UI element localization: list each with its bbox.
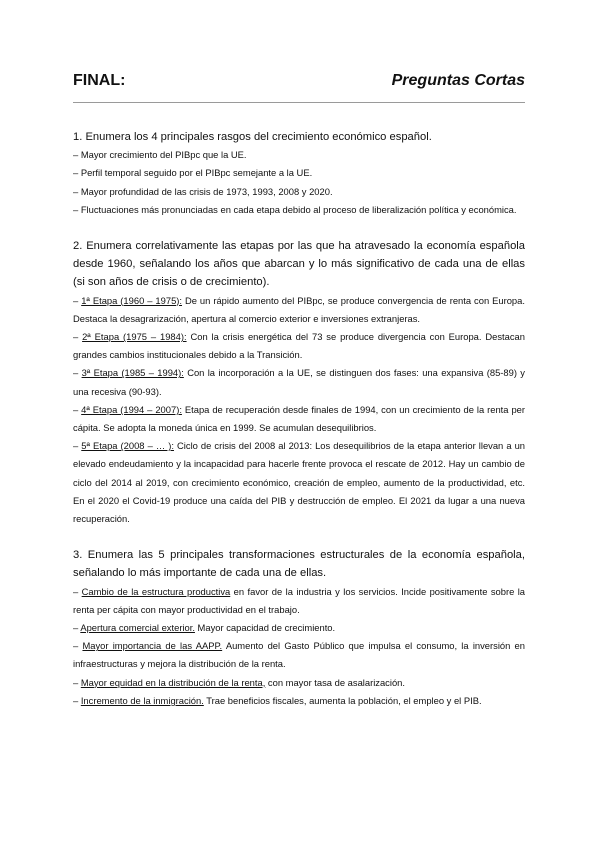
transformation-dash: – xyxy=(73,676,81,688)
document-body xyxy=(73,128,525,710)
transformation-item xyxy=(73,583,525,619)
stage-label: 1ª Etapa (1960 – 1975): xyxy=(81,294,183,306)
transformation-label: Mayor equidad en la distribución de la renta, xyxy=(80,676,266,688)
stage-item xyxy=(73,328,525,364)
transformation-text: Aumento del Gasto Público que impulsa el consumo, la inversión en infraestructuras y mejora la distribución de la renta. xyxy=(73,640,525,670)
stage-text: De un rápido aumento del PIBpc, se produce convergencia de renta con Europa. Destaca la desagrarización, apertura al comercio exterior e inversiones extranjeras. xyxy=(73,294,525,324)
stage-item xyxy=(73,292,525,328)
stage-label: 4ª Etapa (1994 – 2007): xyxy=(81,403,182,415)
header-section-title: Preguntas Cortas xyxy=(391,72,525,89)
question-3-title: 3. Enumera las 5 principales transformaciones estructurales de la economía española, señalando lo más importante de cada una de ellas. xyxy=(73,549,525,580)
stage-item xyxy=(73,437,525,528)
transformation-dash: – xyxy=(73,585,82,597)
transformation-dash: – xyxy=(73,622,81,634)
header-final-label: FINAL: xyxy=(73,72,126,89)
spacer xyxy=(73,528,525,546)
stage-label: 5ª Etapa (2008 – … ): xyxy=(81,440,174,452)
question-1-item: – Mayor profundidad de las crisis de 1973, 1993, 2008 y 2020. xyxy=(73,185,333,197)
stage-label: 3ª Etapa (1985 – 1994): xyxy=(81,367,184,379)
stage-dash: – xyxy=(73,440,82,452)
stage-dash: – xyxy=(73,403,82,415)
stage-item xyxy=(73,364,525,400)
question-1-item: – Mayor crecimiento del PIBpc que la UE. xyxy=(73,149,247,161)
transformation-item xyxy=(73,674,525,692)
stage-label: 2ª Etapa (1975 – 1984): xyxy=(82,331,187,343)
question-1-title: 1. Enumera los 4 principales rasgos del crecimiento económico español. xyxy=(73,131,432,143)
transformation-text: con mayor tasa de asalarización. xyxy=(265,676,405,688)
page-header xyxy=(73,72,525,96)
transformation-dash: – xyxy=(73,640,83,652)
question-1-item: – Fluctuaciones más pronunciadas en cada etapa debido al proceso de liberalización política y económica. xyxy=(73,203,517,215)
transformation-label: Mayor importancia de las AAPP. xyxy=(82,640,223,652)
transformation-item xyxy=(73,619,525,637)
stage-text: Con la crisis energética del 73 se produce divergencia con Europa. Destacan grandes cambios institucionales debido a la Transición. xyxy=(73,331,525,361)
question-1-item: – Perfil temporal seguido por el PIBpc semejante a la UE. xyxy=(73,167,313,179)
question-2-title: 2. Enumera correlativamente las etapas por las que ha atravesado la economía española desde 1960, señalando los años que abarcan y lo más significativo de cada una de ellas (si son años de crisis o de crecimiento). xyxy=(73,240,525,289)
transformation-item xyxy=(73,692,525,710)
transformation-text: Trae beneficios fiscales, aumenta la población, el empleo y el PIB. xyxy=(203,694,482,706)
spacer xyxy=(73,219,525,237)
stage-dash: – xyxy=(73,294,82,306)
header-divider xyxy=(73,102,525,103)
stage-dash: – xyxy=(73,331,83,343)
transformation-text: Mayor capacidad de crecimiento. xyxy=(194,622,336,634)
stage-text: Ciclo de crisis del 2008 al 2013: Los desequilibrios de la etapa anterior llevan a un elevado endeudamiento y la incapacidad para hacerle frente provoca el rescate de 2012. Hay un cambio de ciclo del 2014 al 2019, con crecimiento económico, creación de empleo, aumento de la productividad, etc. En el 2020 el Covid-19 produce una caída del PIB y destrucción de empleo. El 2021 da lugar a una nueva recuperación. xyxy=(73,440,526,525)
transformation-item xyxy=(73,637,525,673)
transformation-label: Apertura comercial exterior. xyxy=(80,622,195,634)
transformation-text: en favor de la industria y los servicios. Incide positivamente sobre la renta per cápita con mayor productividad en el trabajo. xyxy=(73,585,525,615)
stage-text: Con la incorporación a la UE, se distinguen dos fases: una expansiva (85-89) y una recesiva (90-93). xyxy=(73,367,525,397)
stage-dash: – xyxy=(73,367,82,379)
transformation-label: Cambio de la estructura productiva xyxy=(81,585,231,597)
stage-text: Etapa de recuperación desde finales de 1994, con un crecimiento de la renta per cápita. Se adopta la moneda única en 1999. Se acumulan desequilibrios. xyxy=(73,403,525,434)
stage-item xyxy=(73,401,525,437)
transformation-label: Incremento de la inmigración. xyxy=(80,694,204,706)
transformation-dash: – xyxy=(73,694,81,706)
